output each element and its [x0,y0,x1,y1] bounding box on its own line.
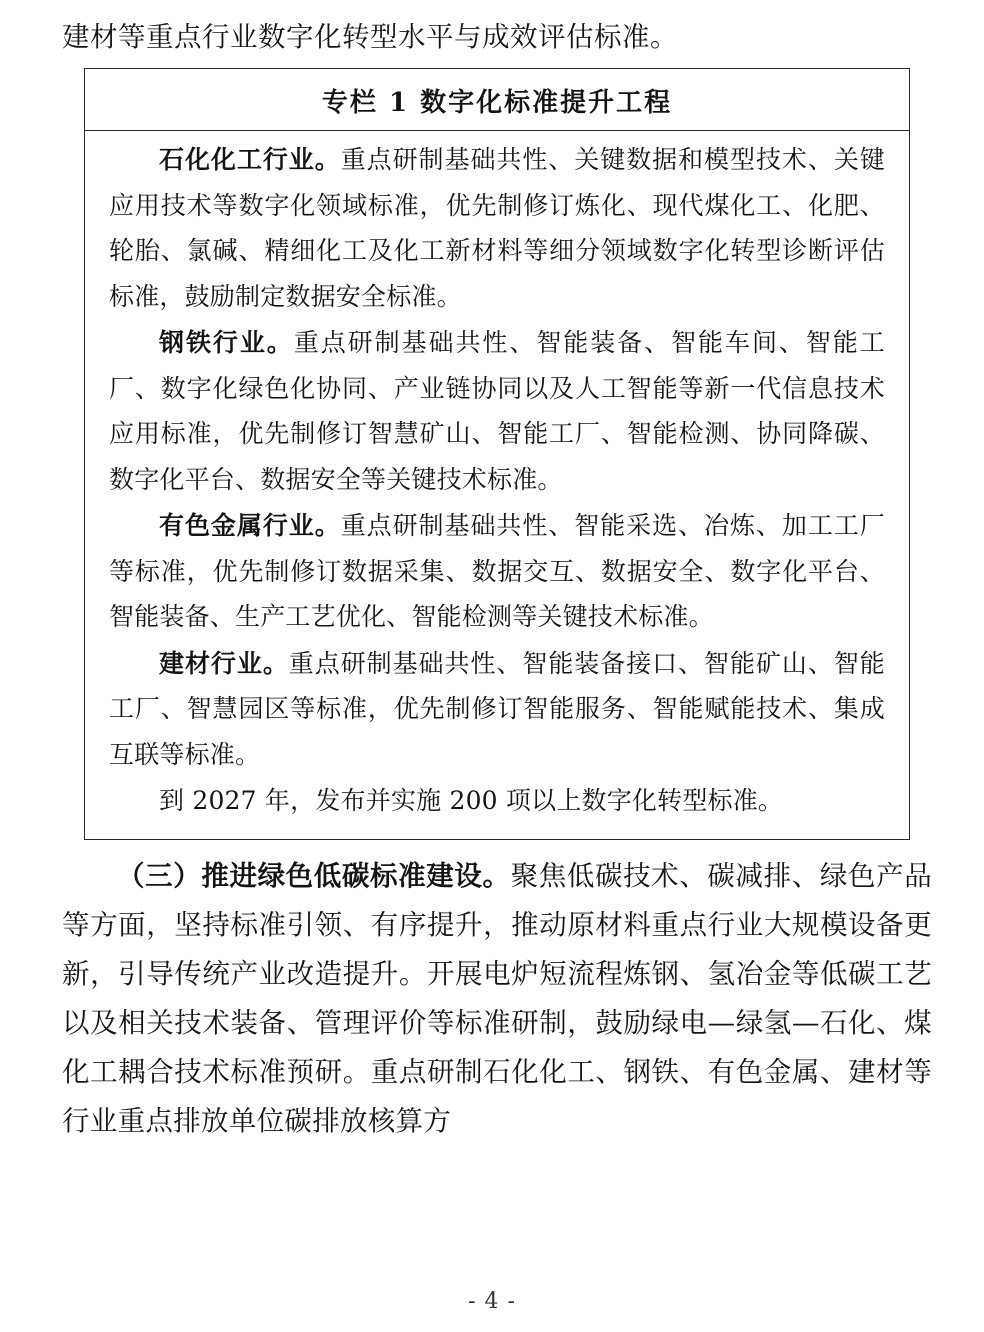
callout-paragraph-text: 重点研制基础共性、智能采选、冶炼、加工工厂等标准，优先制修订数据采集、数据交互、数据安全、数字化平台、智能装备、生产工艺优化、智能检测等关键技术标准。 [109,511,885,631]
page-number: - 4 - [468,1289,516,1314]
callout-paragraph [109,641,885,778]
callout-paragraph-text: 重点研制基础共性、智能装备、智能车间、智能工厂、数字化绿色化协同、产业链协同以及人工智能等新一代信息技术应用标准，优先制修订智慧矿山、智能工厂、智能检测、协同降碳、数字化平台、数据安全等关键技术标准。 [109,328,885,494]
callout-paragraph [109,137,885,319]
callout-paragraph [109,778,885,824]
callout-paragraph-lead: 建材行业。 [159,648,289,678]
callout-paragraph [109,320,885,502]
callout-paragraph-text: 重点研制基础共性、关键数据和模型技术、关键应用技术等数字化领域标准，优先制修订炼化、现代煤化工、化肥、轮胎、氯碱、精细化工及化工新材料等细分领域数字化转型诊断评估标准，鼓励制定数据安全标准。 [109,145,885,311]
callout-title: 专栏 1 数字化标准提升工程 [85,69,909,131]
section-heading: （三）推进绿色低碳标准建设。 [117,859,511,892]
callout-paragraph-lead: 石化化工行业。 [159,145,341,174]
callout-paragraph [109,503,885,640]
lead-paragraph: 建材等重点行业数字化转型水平与成效评估标准。 [62,21,678,53]
callout-paragraph-lead: 有色金属行业。 [159,511,341,540]
callout-body [85,131,909,839]
section-paragraph [62,852,932,1146]
callout-paragraph-lead: 钢铁行业。 [159,328,294,357]
callout-paragraph-text: 到 2027 年，发布并实施 200 项以上数字化转型标准。 [159,786,784,815]
callout-box [84,68,910,840]
section-text: 聚焦低碳技术、碳减排、绿色产品等方面，坚持标准引领、有序提升，推动原材料重点行业大规模设备更新，引导传统产业改造提升。开展电炉短流程炼钢、氢冶金等低碳工艺以及相关技术装备、管理评价等标准研制，鼓励绿电—绿氢—石化、煤化工耦合技术标准预研。重点研制石化化工、钢铁、有色金属、建材等行业重点排放单位碳排放核算方 [62,859,933,1137]
callout-paragraph-text: 重点研制基础共性、智能装备接口、智能矿山、智能工厂、智慧园区等标准，优先制修订智能服务、智能赋能技术、集成互联等标准。 [109,648,885,769]
